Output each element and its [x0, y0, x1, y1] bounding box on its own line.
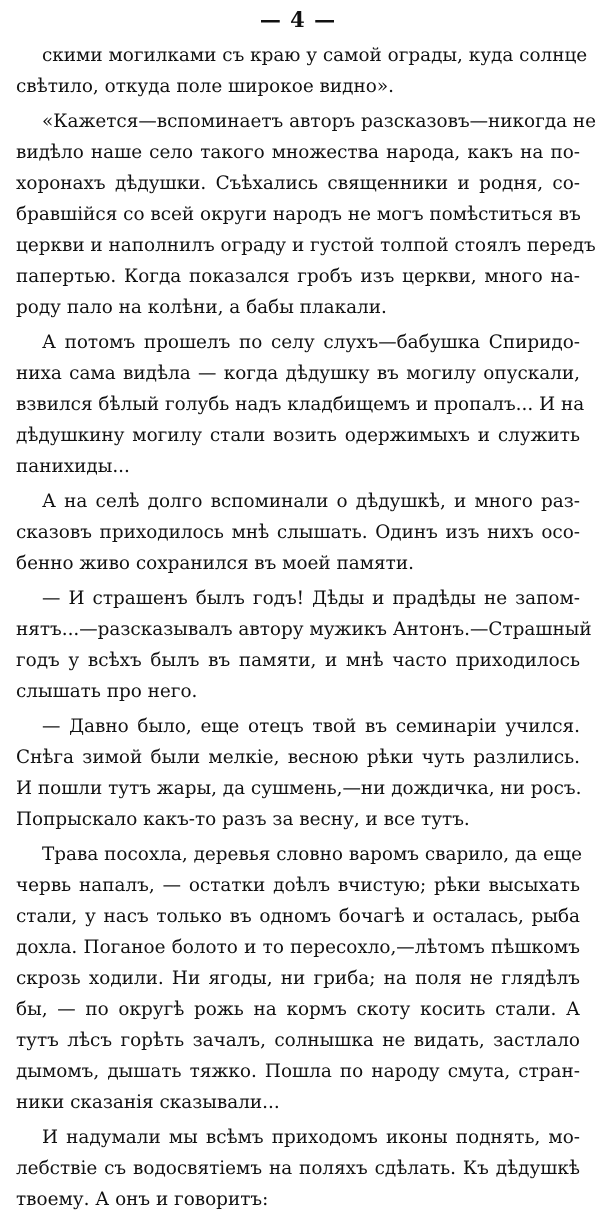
text-line: бравшійся со всей округи народъ не могъ помѣститься въ: [16, 204, 581, 225]
text-line: панихиды...: [16, 456, 130, 477]
text-line: Снѣга зимой были мелкіе, весною рѣки чуть разлились.: [16, 747, 580, 768]
text-line: бенно живо сохранился въ моей памяти.: [16, 553, 414, 574]
text-line: дѣдушкину могилу стали возить одержимыхъ и служить: [16, 425, 580, 446]
text-line: взвился бѣлый голубь надъ кладбищемъ и пропалъ... И на: [16, 394, 585, 415]
text-line: свѣтило, откуда поле широкое видно».: [16, 76, 394, 97]
text-line: роду пало на колѣни, а бабы плакали.: [16, 297, 387, 318]
text-line: И пошли тутъ жары, да сушмень,—ни дождичка, ни росъ.: [16, 778, 582, 799]
page-text-body: [16, 40, 596, 1215]
paragraph: [16, 486, 580, 579]
text-line: Трава посохла, деревья словно варомъ сварило, да еще: [42, 844, 582, 865]
text-line: тутъ лѣсъ горѣть зачалъ, солнышка не видать, застлало: [16, 1030, 580, 1051]
page-number: — 4 —: [259, 7, 337, 32]
paragraph: [16, 106, 596, 323]
text-line: нятъ...—разсказывалъ автору мужикъ Антонъ.—Страшный: [16, 619, 592, 640]
text-line: дохла. Поганое болото и то пересохло,—лѣтомъ пѣшкомъ: [16, 937, 580, 958]
text-line: скрозь ходили. Ни ягоды, ни гриба; на поля не глядѣлъ: [16, 968, 580, 989]
text-line: папертью. Когда показался гробъ изъ церкви, много на-: [16, 266, 580, 287]
text-line: — И страшенъ былъ годъ! Дѣды и прадѣды не запом-: [42, 588, 580, 609]
text-line: церкви и наполнилъ ограду и густой толпой стоялъ передъ: [16, 235, 596, 256]
paragraph: [16, 583, 592, 707]
text-line: ники сказанія сказывали...: [16, 1092, 280, 1113]
text-line: ниха сама видѣла — когда дѣдушку въ могилу опускали,: [16, 363, 580, 384]
text-line: — Давно было, еще отецъ твой въ семинаріи учился.: [42, 716, 580, 737]
text-line: червь напалъ, — остатки доѣлъ вчистую; рѣки высыхать: [16, 875, 580, 896]
text-line: годъ у всѣхъ былъ въ памяти, и мнѣ часто приходилось: [16, 650, 580, 671]
text-line: лебствіе съ водосвятіемъ на поляхъ сдѣлать. Къ дѣдушкѣ: [16, 1158, 580, 1179]
text-line: Попрыскало какъ-то разъ за весну, и все тутъ.: [16, 809, 470, 830]
text-line: А на селѣ долго вспоминали о дѣдушкѣ, и много раз-: [42, 491, 580, 512]
text-line: видѣло наше село такого множества народа, какъ на по-: [16, 142, 580, 163]
paragraph: [16, 40, 588, 102]
text-line: А потомъ прошелъ по селу слухъ—бабушка Спиридо-: [42, 332, 580, 353]
text-line: дымомъ, дышать тяжко. Пошла по народу смута, стран-: [16, 1061, 580, 1082]
text-line: «Кажется—вспоминаетъ авторъ разсказовъ—никогда не: [42, 111, 596, 132]
text-line: твоему. А онъ и говоритъ:: [16, 1189, 269, 1210]
paragraph: [16, 1122, 580, 1215]
text-line: бы, — по округѣ рожь на кормъ скоту косить стали. А: [16, 999, 580, 1020]
text-line: хоронахъ дѣдушки. Съѣхались священники и родня, со-: [16, 173, 580, 194]
paragraph: [16, 839, 580, 1118]
text-line: скими могилками съ краю у самой ограды, куда солнце: [42, 45, 588, 66]
paragraph: [16, 711, 580, 835]
text-line: сказовъ приходилось мнѣ слышать. Одинъ изъ нихъ осо-: [16, 522, 580, 543]
text-line: стали, у насъ только въ одномъ бочагѣ и осталась, рыба: [16, 906, 580, 927]
paragraph: [16, 327, 585, 482]
text-line: И надумали мы всѣмъ приходомъ иконы поднять, мо-: [42, 1127, 580, 1148]
text-line: слышать про него.: [16, 681, 198, 702]
